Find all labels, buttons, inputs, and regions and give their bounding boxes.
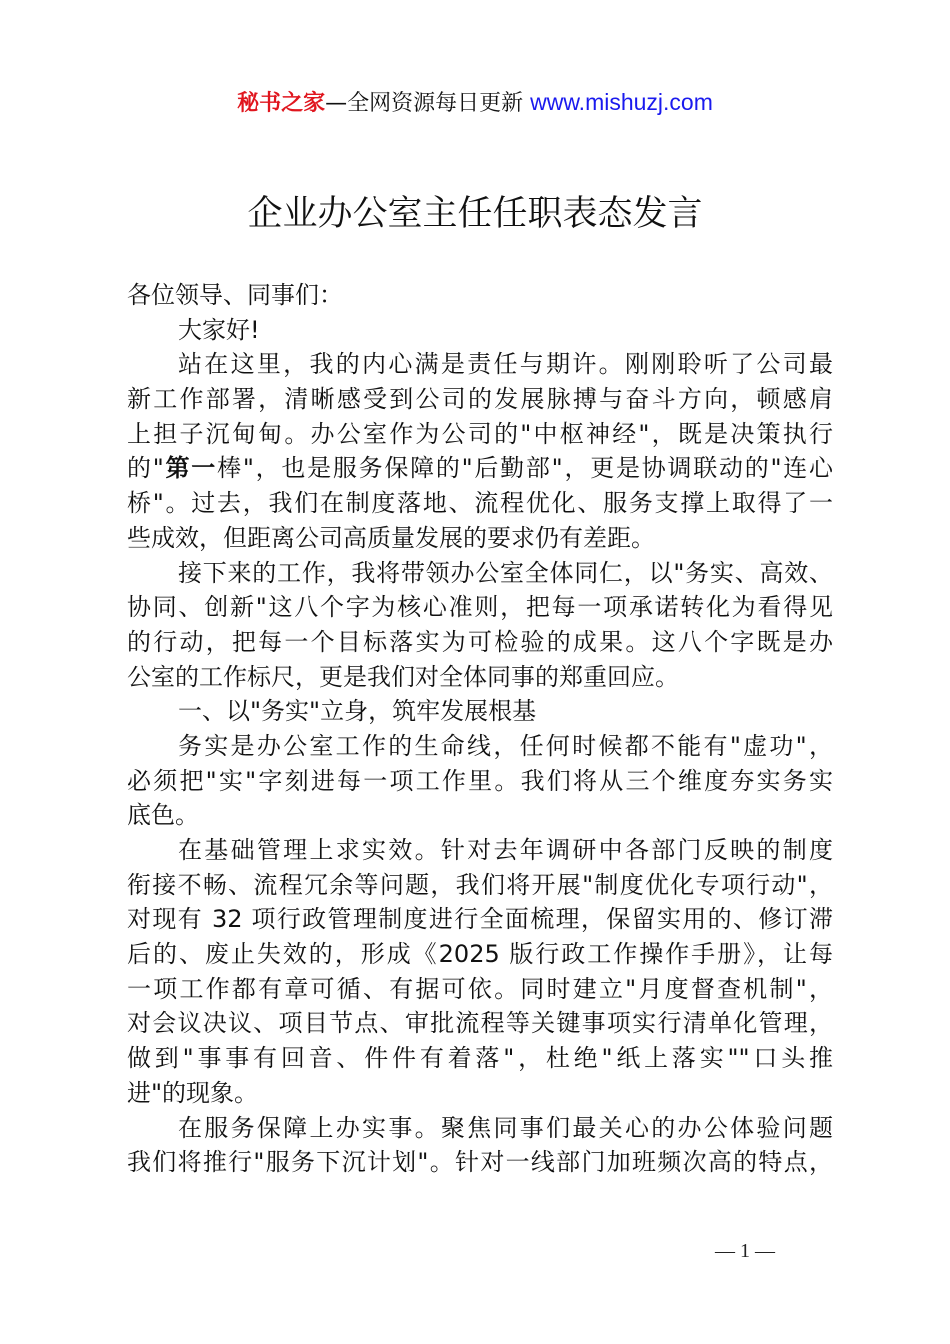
site-url-link[interactable]: www.mishuzj.com — [530, 89, 713, 115]
text-line: 后的、废止失效的，形成《2025 版行政工作操作手册》，让每 — [127, 940, 833, 969]
text-line: 务实是办公室工作的生命线，任何时候都不能有"虚功"， — [178, 731, 833, 760]
text-line: 进"的现象。 — [127, 1078, 259, 1107]
header-slogan: —全网资源每日更新 — [325, 91, 531, 116]
text-line: 在基础管理上求实效。针对去年调研中各部门反映的制度 — [178, 836, 833, 864]
text-line — [127, 451, 833, 486]
brand-name: 秘书之家 — [237, 91, 326, 116]
salutation: 各位领导、同事们： — [127, 281, 343, 309]
text-line: 桥"。过去，我们在制度落地、流程优化、服务支撑上取得了一 — [127, 489, 833, 518]
text-line: 公室的工作标尺，更是我们对全体同事的郑重回应。 — [127, 662, 679, 691]
text-line: 做到"事事有回音、件件有着落"，杜绝"纸上落实""口头推 — [127, 1044, 833, 1073]
text-line: 接下来的工作，我将带领办公室全体同仁，以"务实、高效、 — [178, 558, 833, 587]
text-line: 新工作部署，清晰感受到公司的发展脉搏与奋斗方向，顿感肩 — [127, 385, 833, 414]
greeting: 大家好! — [178, 315, 260, 344]
text-line: 在服务保障上办实事。聚焦同事们最关心的办公体验问题 — [178, 1113, 833, 1142]
text-line: 上担子沉甸甸。办公室作为公司的"中枢神经"，既是决策执行 — [127, 419, 833, 448]
text-line: 站在这里，我的内心满是责任与期许。刚刚聆听了公司最 — [178, 350, 833, 379]
text-line: 底色。 — [127, 801, 199, 830]
text-line: 一项工作都有章可循、有据可依。同时建立"月度督查机制"， — [127, 974, 833, 1003]
text-line: 对会议决议、项目节点、审批流程等关键事项实行清单化管理， — [127, 1009, 833, 1038]
text-line: 对现有 32 项行政管理制度进行全面梳理，保留实用的、修订滞 — [127, 905, 833, 934]
text-line: 些成效，但距离公司高质量发展的要求仍有差距。 — [127, 523, 655, 552]
text-line: 必须把"实"字刻进每一项工作里。我们将从三个维度夯实务实 — [127, 766, 833, 795]
document-body — [127, 278, 833, 1180]
text-line: 的行动，把每一个目标落实为可检验的成果。这八个字既是办 — [127, 627, 833, 656]
text-line: 衔接不畅、流程冗余等问题，我们将开展"制度优化专项行动"， — [127, 870, 833, 899]
site-header — [0, 86, 950, 117]
page-number: — 1 — — [715, 1240, 775, 1262]
text-segment: 棒"，也是服务保障的"后勤部"，更是协调联动的"连心 — [217, 454, 834, 483]
bold-text: 第一 — [163, 454, 218, 483]
text-segment: 的" — [127, 454, 164, 483]
section-heading: 一、以"务实"立身，筑牢发展根基 — [178, 697, 537, 726]
text-line: 我们将推行"服务下沉计划"。针对一线部门加班频次高的特点， — [127, 1148, 833, 1177]
document-title: 企业办公室主任任职表态发言 — [247, 194, 703, 234]
text-line: 协同、创新"这八个字为核心准则，把每一项承诺转化为看得见 — [127, 593, 833, 622]
